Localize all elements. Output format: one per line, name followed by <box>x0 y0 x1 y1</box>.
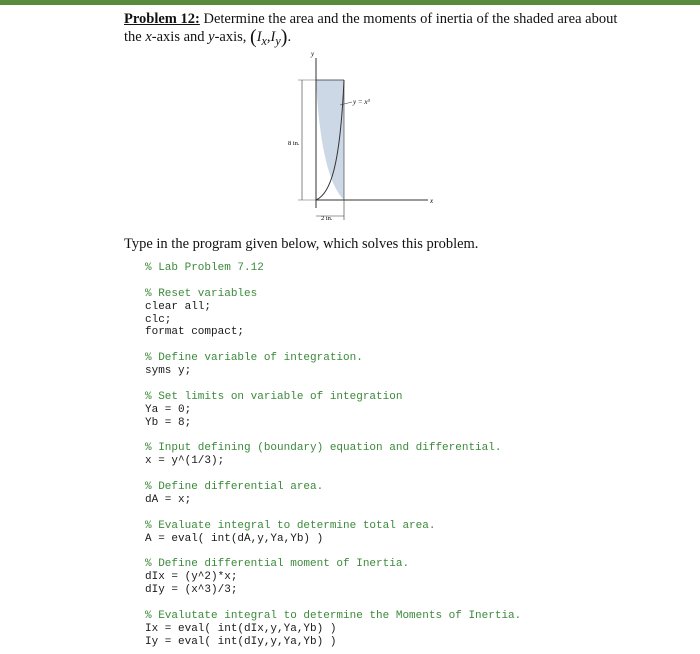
problem-text-1: Determine the area and the moments of inertia of the shaded area about <box>203 11 618 27</box>
width-dimension-label: 2 in. <box>321 215 333 222</box>
x-var: x <box>145 29 152 45</box>
period: . <box>287 29 292 45</box>
code-line: Yb = 8; <box>145 416 192 429</box>
code-listing <box>145 262 685 649</box>
comma: , <box>266 29 271 45</box>
code-comment-line: % Evaluate integral to determine total area. <box>145 519 436 532</box>
code-comment-line: % Evalutate integral to determine the Moments of Inertia. <box>145 610 522 623</box>
top-accent-bar <box>0 0 700 5</box>
code-blank-line <box>145 430 685 443</box>
instruction-text: Type in the program given below, which solves this problem. <box>124 236 479 252</box>
code-blank-line <box>145 378 685 391</box>
y-var: y <box>208 29 215 45</box>
code-comment-line: % Input defining (boundary) equation and differential. <box>145 442 502 455</box>
axis-text: -axis, <box>214 29 251 45</box>
code-line: dIx = (y^2)*x; <box>145 571 238 584</box>
code-comment-line: % Define differential moment of Inertia. <box>145 558 410 571</box>
moment-ix: I <box>256 29 262 45</box>
code-line: Ix = eval( int(dIx,y,Ya,Yb) ) <box>145 622 337 635</box>
code-comment-line: % Define variable of integration. <box>145 352 363 365</box>
problem-line-2 <box>124 28 684 50</box>
problem-title: Problem 12: <box>124 11 200 27</box>
code-line: clc; <box>145 313 172 326</box>
y-axis-label: y <box>311 50 315 58</box>
code-blank-line <box>145 507 685 520</box>
paren-open: ( <box>250 26 257 48</box>
code-comment-line: % Set limits on variable of integration <box>145 390 403 403</box>
code-comment-line: % Lab Problem 7.12 <box>145 262 264 274</box>
x-axis-label: x <box>430 197 434 205</box>
code-blank-line <box>145 339 685 352</box>
moment-x-sub: x <box>261 33 267 48</box>
paren-close: ) <box>280 26 288 48</box>
moment-y-sub: y <box>275 33 281 48</box>
problem-line-1 <box>124 10 684 28</box>
problem-statement <box>124 10 684 50</box>
code-blank-line <box>145 468 685 481</box>
code-blank-line <box>145 546 685 559</box>
code-line: format compact; <box>145 326 245 339</box>
code-comment-line: % Reset variables <box>145 287 258 300</box>
code-comment-line: % Define differential area. <box>145 481 324 494</box>
code-line: Ya = 0; <box>145 403 192 416</box>
code-line: syms y; <box>145 365 192 378</box>
code-line: clear all; <box>145 300 212 313</box>
code-blank-line <box>145 597 685 610</box>
axis-and-text: -axis and <box>151 29 209 45</box>
code-line: A = eval( int(dA,y,Ya,Yb) ) <box>145 532 324 545</box>
problem-text-2: the <box>124 29 146 45</box>
moment-iy: I <box>270 29 276 45</box>
code-blank-line <box>145 275 685 288</box>
code-line: dIy = (x^3)/3; <box>145 584 238 597</box>
code-line: dA = x; <box>145 494 192 507</box>
code-line: x = y^(1/3); <box>145 455 225 468</box>
area-diagram <box>280 48 440 228</box>
height-dimension-label: 8 in. <box>288 140 300 147</box>
curve-equation-label: y = x³ <box>353 98 370 106</box>
code-line: Iy = eval( int(dIy,y,Ya,Yb) ) <box>145 635 337 648</box>
